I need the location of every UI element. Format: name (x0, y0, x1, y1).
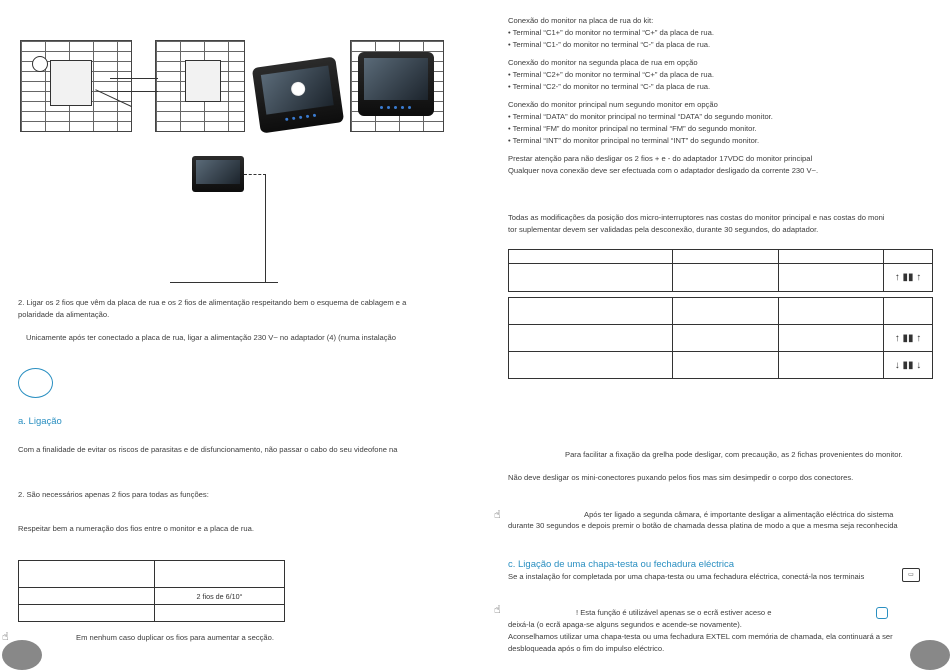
install-text: Se a instalação for completada por uma chapa-testa ou uma fechadura eléctrica, conectá-la nos terminais (508, 572, 865, 581)
table-cell (673, 298, 779, 325)
respect-text: Respeitar bem a numeração dos fios entre o monitor e a placa de rua. (18, 524, 254, 533)
block2-line2: • Terminal “C2+” do monitor no terminal “C+” da placa de rua. (508, 70, 714, 79)
table-cell (673, 325, 779, 352)
last-line1: deixá-la (o ecrã apaga-se alguns segundos e acende-se novamente). (508, 620, 742, 629)
monitor-screen-3 (196, 160, 240, 184)
key-button-icon (876, 607, 888, 619)
block1-line2: • Terminal “C1+” do monitor no terminal “C+” da placa de rua. (508, 28, 714, 37)
table-cell (884, 352, 933, 379)
wire-bundle (110, 78, 158, 92)
table-row (509, 298, 933, 325)
table-cell (19, 588, 155, 605)
monitor-leds (285, 114, 316, 121)
block2-line1: Conexão do monitor na segunda placa de rua em opção (508, 58, 698, 67)
warning-text: Em nenhum caso duplicar os fios para aumentar a secção. (76, 633, 274, 642)
section-c-title: c. Ligação de uma chapa-testa ou fechadura eléctrica (508, 559, 735, 570)
function-text: ! Esta função é utilizável apenas se o ecrã estiver aceso e (576, 608, 772, 617)
table-cell (19, 561, 155, 588)
block2-line3: • Terminal “C2-” do monitor no terminal “C-” da placa de rua. (508, 82, 711, 91)
avoid-text: Com a finalidade de evitar os riscos de parasitas e de disfuncionamento, não passar o cabo do seu videofone na (18, 445, 398, 454)
table-cell (155, 605, 285, 622)
block4-line1: Prestar atenção para não desligar os 2 fios + e - do adaptador 17VDC do monitor principal (508, 154, 813, 163)
table-row (19, 605, 285, 622)
block1-line3: • Terminal “C1-” do monitor no terminal “C-” da placa de rua. (508, 40, 711, 49)
table-row (509, 325, 933, 352)
step2-line2: polaridade da alimentação. (18, 310, 110, 319)
table-cell (779, 298, 884, 325)
table-cell (779, 264, 884, 292)
only-after-text: Unicamente após ter conectado a placa de rua, ligar a alimentação 230 V~ no adaptador (4) (numa instalação (26, 333, 397, 342)
table-cell (155, 561, 285, 588)
floor-line (170, 282, 278, 283)
caution-hand-icon-2: ☝ (494, 604, 501, 616)
table-cell (509, 298, 673, 325)
table-row (19, 588, 285, 605)
table-row (509, 352, 933, 379)
block4-line2: Qualquer nova conexão deve ser efectuada com o adaptador desligado da corrente 230 V~. (508, 166, 819, 175)
dip-switch-table-1 (508, 249, 933, 292)
height-dotted-line (244, 174, 266, 175)
table-cell (509, 325, 673, 352)
table-cell (884, 325, 933, 352)
block5-line1: Todas as modificações da posição dos micro-interruptores nas costas do monitor principal e nas costas do moni (508, 213, 885, 222)
block3-line3: • Terminal “FM” do monitor principal no terminal “FM” do segundo monitor. (508, 124, 757, 133)
camera-line2: durante 30 segundos e depois premir o botão de chamada dessa platina de modo a que a mesma seja reconhecida (508, 521, 898, 530)
monitor-leds-2 (380, 106, 411, 109)
wall-bracket-2 (185, 60, 221, 102)
section-marker-oval (18, 368, 53, 398)
table-row (19, 561, 285, 588)
table-cell (884, 298, 933, 325)
last-line3: desbloqueada após o fim do impulso eléctrico. (508, 644, 665, 653)
step2-line1: 2. Ligar os 2 fios que vêm da placa de rua e os 2 fios de alimentação respeitando bem o esquema de cablagem e a (18, 298, 407, 307)
dip-switch-table-2 (508, 297, 933, 379)
table-cell (779, 352, 884, 379)
table-cell (509, 250, 673, 264)
dip-switch-up-icon: ↑ ▮▮ ↑ (894, 272, 922, 283)
table-row (509, 264, 933, 292)
warning-hand-icon: ☝ (2, 631, 9, 643)
table-cell (509, 352, 673, 379)
monitor-illustration-2 (358, 52, 434, 116)
last-line2: Aconselhamos utilizar uma chapa-testa ou uma fechadura EXTEL com memória de chamada, ela continuará a ser (508, 632, 893, 641)
table-cell (884, 250, 933, 264)
grill-text: Para facilitar a fixação da grelha pode desligar, com precaução, as 2 fichas provenientes do monitor. (565, 450, 903, 459)
two-wires-text: 2. São necessários apenas 2 fios para todas as funções: (18, 490, 209, 499)
wall-bracket (50, 60, 92, 106)
table-cell (673, 352, 779, 379)
table-cell: 2 fios de 6/10° (155, 588, 285, 605)
height-arrow-line (265, 174, 266, 282)
block3-line2: • Terminal “DATA” do monitor principal no terminal “DATA” do segundo monitor. (508, 112, 773, 121)
camera-line1: Após ter ligado a segunda câmara, é importante desligar a alimentação eléctrica do sistema (584, 510, 894, 519)
table-cell (779, 250, 884, 264)
table-row (509, 250, 933, 264)
table-cell (509, 264, 673, 292)
table-cell (884, 264, 933, 292)
table-cell (779, 325, 884, 352)
table-cell (19, 605, 155, 622)
block3-line1: Conexão do monitor principal num segundo monitor em opção (508, 100, 718, 109)
monitor-illustration-1 (252, 56, 344, 133)
block3-line4: • Terminal “INT” do monitor principal no terminal “INT” do segundo monitor. (508, 136, 760, 145)
monitor-height-diagram (192, 156, 244, 192)
lock-terminal-icon: ▭ (902, 568, 920, 582)
page-corner-right (910, 640, 950, 670)
monitor-screen-2 (364, 58, 428, 100)
table-cell (673, 264, 779, 292)
wire-table (18, 560, 285, 622)
caution-hand-icon-1: ☝ (494, 509, 501, 521)
block5-line2: tor suplementar devem ser validadas pela desconexão, durante 30 segundos, do adaptador. (508, 225, 819, 234)
step-circle-marker (32, 56, 48, 72)
page-corner-left (2, 640, 42, 670)
block1-line1: Conexão do monitor na placa de rua do kit: (508, 16, 654, 25)
dip-switch-down-icon: ↓ ▮▮ ↓ (894, 359, 922, 371)
section-a-title: a. Ligação (18, 416, 62, 427)
table-cell (673, 250, 779, 264)
dip-switch-up-icon: ↑ ▮▮ ↑ (894, 332, 922, 344)
connectors-text: Não deve desligar os mini-conectores puxando pelos fios mas sim desimpedir o corpo dos conectores. (508, 473, 854, 482)
